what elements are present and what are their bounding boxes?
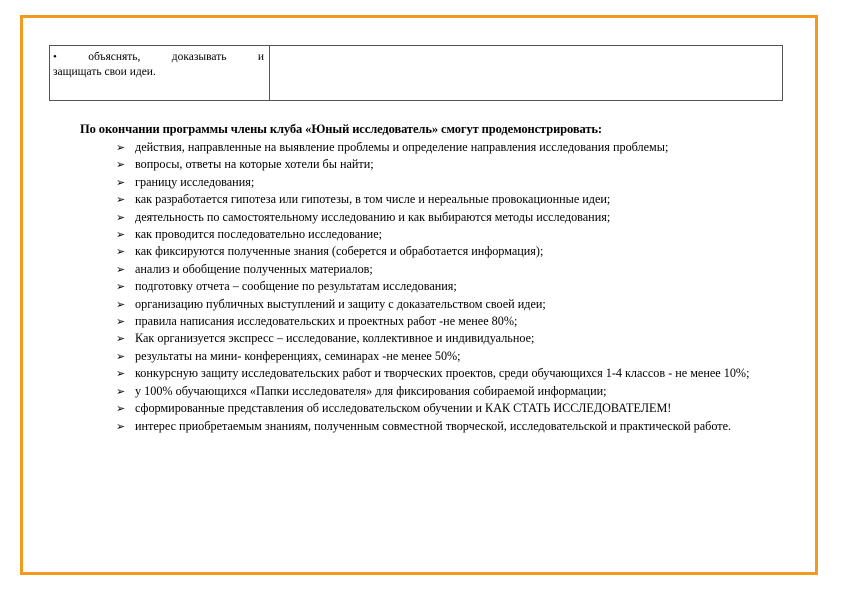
word-prove: доказывать — [171, 51, 227, 63]
list-item-text: Как организуется экспресс – исследование, коллективное и индивидуальное; — [135, 331, 535, 346]
list-item-text: как разработается гипотеза или гипотезы, в том числе и нереальные провокационные идеи; — [135, 192, 611, 207]
cell-line-2: защищать свои идеи. — [53, 66, 156, 78]
list-item — [113, 226, 787, 243]
list-item-text: как фиксируются полученные знания (соберется и обработается информация); — [135, 244, 544, 259]
list-item-text: действия, направленные на выявление проблемы и определение направления исследования проблемы; — [135, 140, 669, 154]
list-item — [113, 296, 787, 313]
list-item-text: организацию публичных выступлений и защиту с доказательством своей идеи; — [135, 296, 546, 311]
arrow-bullet-icon: ➢ — [116, 193, 126, 207]
top-table — [49, 45, 783, 101]
arrow-bullet-icon: ➢ — [116, 402, 126, 416]
cell-text — [50, 46, 269, 80]
arrow-bullet-icon: ➢ — [116, 210, 126, 224]
list-item — [113, 139, 787, 156]
list-item — [113, 174, 787, 191]
list-item — [113, 313, 787, 330]
arrow-bullet-icon: ➢ — [116, 332, 126, 346]
word-and: и — [257, 51, 264, 63]
list-item — [113, 330, 787, 347]
table-cell-right — [270, 46, 783, 101]
arrow-bullet-icon: ➢ — [116, 280, 126, 294]
arrow-bullet-icon: ➢ — [116, 367, 126, 381]
arrow-bullet-icon: ➢ — [116, 228, 126, 242]
list-item-text: у 100% обучающихся «Папки исследователя» для фиксирования собираемой информации; — [135, 383, 607, 398]
arrow-bullet-icon: ➢ — [116, 175, 126, 189]
word-explain: объяснять, — [88, 51, 141, 63]
arrow-bullet-icon: ➢ — [116, 349, 126, 363]
list-item — [113, 418, 787, 435]
arrow-bullet-icon: ➢ — [116, 141, 126, 154]
table-row — [50, 46, 783, 101]
list-item-text: деятельность по самостоятельному исследованию и как выбираются методы исследования; — [135, 209, 611, 224]
list-item-text: правила написания исследовательских и проектных работ -не менее 80%; — [135, 314, 518, 329]
list-item-text: интерес приобретаемым знаниям, полученным совместной творческой, исследовательской и практической работе. — [135, 418, 732, 433]
list-item-text: конкурсную защиту исследовательских работ и творческих проектов, среди обучающихся 1-4 классов - не менее 10%; — [135, 366, 750, 381]
list-item — [113, 400, 787, 417]
list-item-text: как проводится последовательно исследование; — [135, 227, 382, 242]
list-item — [113, 261, 787, 278]
outcomes-list — [113, 139, 787, 435]
cell-line-1 — [53, 50, 264, 65]
arrow-bullet-icon: ➢ — [116, 384, 126, 398]
list-item — [113, 348, 787, 365]
arrow-bullet-icon: ➢ — [116, 262, 126, 276]
list-item-text: результаты на мини- конференциях, семинарах -не менее 50%; — [135, 348, 461, 363]
list-item — [113, 243, 787, 260]
list-item — [113, 278, 787, 295]
list-item-text: сформированные представления об исследовательском обучении и КАК СТАТЬ ИССЛЕДОВАТЕЛЕМ! — [135, 401, 672, 416]
arrow-bullet-icon: ➢ — [116, 245, 126, 259]
section-heading: По окончании программы члены клуба «Юный исследователь» смогут продемонстрировать: — [80, 122, 602, 136]
arrow-bullet-icon: ➢ — [116, 419, 126, 433]
table-cell-left — [50, 46, 270, 101]
arrow-bullet-icon: ➢ — [116, 315, 126, 329]
list-item-text: анализ и обобщение полученных материалов; — [135, 261, 373, 276]
list-item-text: подготовку отчета – сообщение по результатам исследования; — [135, 279, 457, 294]
list-item — [113, 156, 787, 173]
list-item — [113, 383, 787, 400]
arrow-bullet-icon: ➢ — [116, 297, 126, 311]
list-item — [113, 209, 787, 226]
bullet-dot: • — [53, 51, 57, 63]
list-item-text: границу исследования; — [135, 174, 255, 189]
list-item — [113, 191, 787, 208]
list-item — [113, 365, 787, 382]
arrow-bullet-icon: ➢ — [116, 158, 126, 172]
list-item-text: вопросы, ответы на которые хотели бы найти; — [135, 157, 374, 172]
